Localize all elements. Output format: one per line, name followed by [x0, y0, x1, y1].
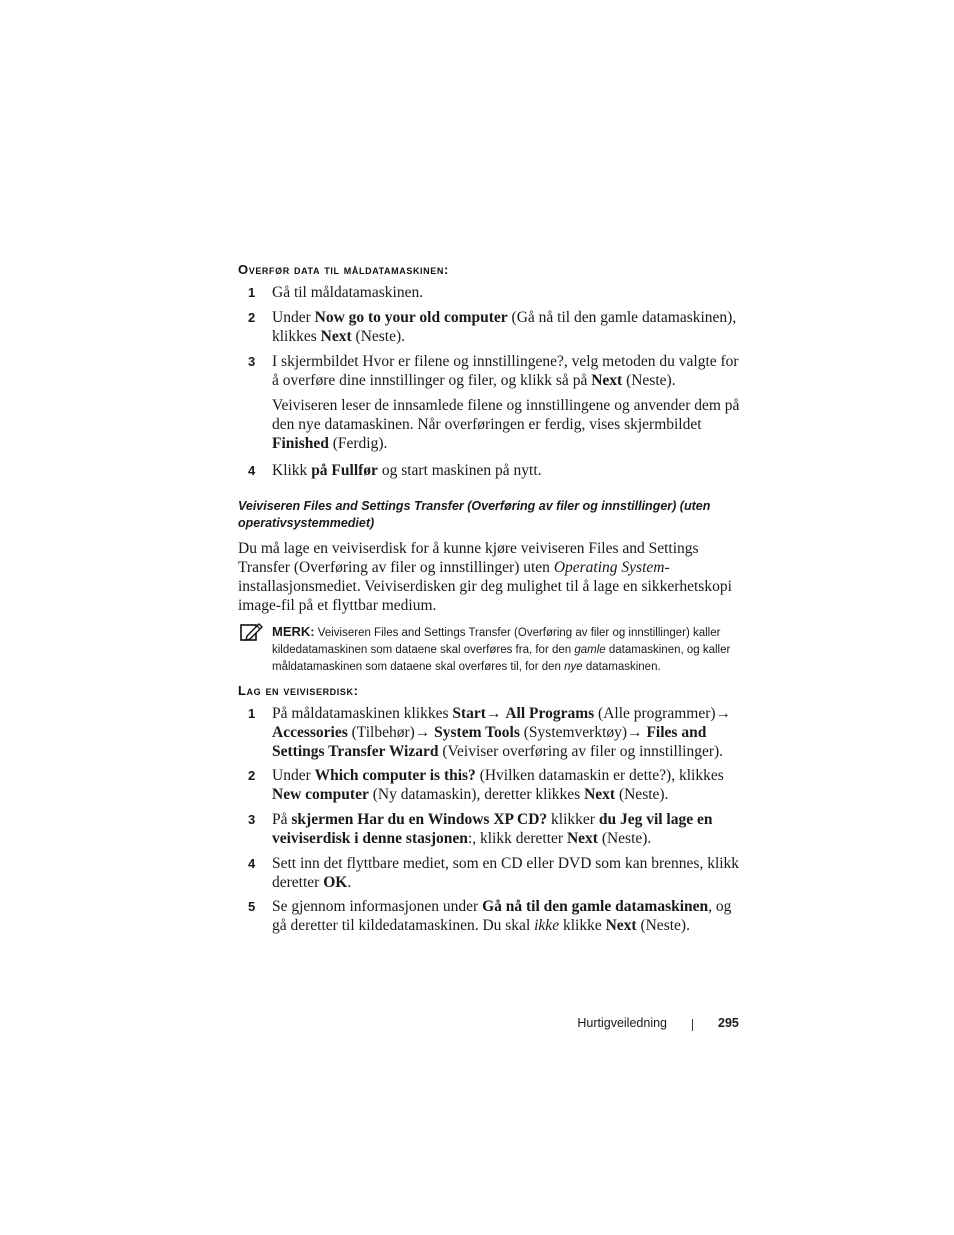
list-item: [248, 461, 748, 480]
section-heading-text: Overfør data til måldatamaskinen:: [238, 262, 449, 277]
paragraph-text: Veiviseren leser de innsamlede filene og innstillingene og anvender dem på den nye datamaskinen. Når overføringen er ferdig, vises skjermbildet: [272, 397, 740, 433]
step-text: [272, 766, 742, 804]
step-text-part: (Neste).: [622, 372, 676, 389]
paragraph-italic: Operating System: [553, 559, 665, 576]
step-text: [272, 283, 742, 302]
step-number: 3: [248, 354, 256, 369]
step-text-part: (Neste).: [636, 917, 690, 934]
step-number: 4: [248, 463, 256, 478]
step-bold-part: Start: [452, 705, 486, 722]
page-number: 295: [718, 1016, 739, 1030]
paragraph-text: (Ferdig).: [328, 435, 388, 452]
step-bold-part: New computer: [272, 786, 369, 803]
step-text: [272, 854, 742, 892]
step-bold-part: OK: [323, 874, 348, 891]
step-bold-part: Which computer is this?: [314, 767, 476, 784]
step-text-part: (Hvilken datamaskin er dette?), klikkes: [475, 767, 724, 784]
step-text-part: På måldatamaskinen klikkes: [272, 705, 453, 722]
step-bold-part: Next: [605, 917, 637, 934]
paragraph-text: Du må lage en veiviserdisk for å kunne kjøre veiviseren Files and Settings Transfer (Overføring av filer og innstillinger) uten: [238, 540, 699, 576]
step-italic-part: ikke: [534, 917, 560, 934]
step-text-part: Sett inn det flyttbare mediet, som en CD eller DVD som kan brennes, klikk deretter: [272, 855, 740, 891]
list-item: [248, 810, 748, 848]
step-text-part: På: [272, 811, 292, 828]
step-number: 4: [248, 856, 256, 871]
section-heading-text: Lag en veiviserdisk:: [238, 683, 359, 698]
list-item: [248, 766, 748, 804]
step-text: [272, 352, 742, 390]
step-bold-part: Next: [320, 328, 352, 345]
pencil-note-icon: [240, 622, 264, 642]
step-bold-part: Now go to your old computer: [314, 309, 508, 326]
step-number: 1: [248, 706, 256, 721]
step-text-part: (Gå nå til den gamle datamaskinen), klikkes: [272, 309, 737, 345]
step-text-part: (Neste).: [597, 830, 652, 847]
step-bold-part: Gå nå til den gamle datamaskinen: [482, 898, 709, 915]
step-number: 1: [248, 285, 256, 300]
note-text: Veiviseren Files and Settings Transfer (Overføring av filer og innstillinger) kaller kildedatamaskinen som dataene skal overføres fra, for den: [272, 627, 721, 656]
step-bold-part: System Tools: [434, 724, 520, 741]
step-text: [272, 461, 742, 480]
step-text-part: (Alle programmer)→: [594, 705, 732, 722]
note-italic: nye: [564, 661, 583, 673]
footer-divider: [692, 1019, 693, 1031]
step-text-part: Klikk: [272, 462, 312, 479]
step-bold-part: Next: [584, 786, 616, 803]
step-bold-part: skjermen Har du en Windows XP CD?: [291, 811, 548, 828]
subsection-heading: Veiviseren Files and Settings Transfer (Overføring av filer og innstillinger) (uten operativsystemmediet): [238, 499, 711, 530]
note-text: datamaskinen, og kaller måldatamaskinen som dataene skal overføres til, for den: [272, 644, 731, 673]
step-text: [272, 704, 742, 761]
list-item: [248, 352, 748, 390]
list-item: [248, 283, 748, 302]
step-text-part: Under: [272, 309, 315, 326]
note-block: [272, 623, 742, 676]
step-text-part: (Systemverktøy)→: [519, 724, 647, 741]
footer-section-label: Hurtigveiledning: [577, 1016, 667, 1030]
note-label: MERK:: [272, 624, 315, 639]
step-text-part: (Neste).: [351, 328, 406, 345]
list-item: [248, 897, 748, 935]
step-text: [272, 308, 742, 346]
step-bold-part: Next: [566, 830, 598, 847]
list-item: [248, 704, 748, 761]
body-paragraph: [238, 539, 738, 615]
step-text: [272, 810, 742, 848]
step-bold-part: du Jeg vil lage en veiviserdisk i denne stasjonen: [272, 811, 713, 847]
step-text-part: klikke: [559, 917, 606, 934]
step-text-part: Gå til måldatamaskinen.: [272, 284, 424, 301]
paragraph-bold: Finished: [272, 435, 329, 452]
step-text-part: (Ny datamaskin), deretter klikkes: [368, 786, 585, 803]
step-text-part: Se gjennom informasjonen under: [272, 898, 483, 915]
step-text-part: .: [347, 874, 352, 891]
step-number: 3: [248, 812, 256, 827]
list-item: [248, 854, 748, 892]
step-bold-part: All Programs: [505, 705, 595, 722]
step-text-part: →: [485, 705, 506, 722]
step-text-part: (Neste).: [615, 786, 669, 803]
step-number: 5: [248, 899, 256, 914]
step-text-part: klikker: [547, 811, 599, 828]
step-bold-part: Accessories: [272, 724, 348, 741]
step-number: 2: [248, 310, 256, 325]
step-bold-part: Next: [591, 372, 623, 389]
section-heading-wizard-disk: [238, 683, 359, 698]
step-text-part: Under: [272, 767, 315, 784]
paragraph-text: -installasjonsmediet. Veiviserdisken gir deg mulighet til å lage en sikkerhetskopi image-fil på et flyttbar medium.: [238, 559, 732, 614]
note-text: datamaskinen.: [582, 661, 661, 673]
note-italic: gamle: [574, 644, 606, 656]
step-text: [272, 897, 742, 935]
step-text-part: (Tilbehør)→: [347, 724, 435, 741]
step-bold-part: på Fullfør: [311, 462, 378, 479]
step-paragraph: [272, 396, 742, 453]
step-text-part: og start maskinen på nytt.: [377, 462, 542, 479]
step-text-part: (Veiviser overføring av filer og innstillinger).: [438, 743, 724, 760]
list-item: [248, 308, 748, 346]
step-bold-part: Files and Settings Transfer Wizard: [272, 724, 707, 760]
step-text-part: :, klikk deretter: [467, 830, 567, 847]
step-text-part: , og gå deretter til kildedatamaskinen. Du skal: [272, 898, 732, 934]
step-number: 2: [248, 768, 256, 783]
section-heading-transfer: [238, 262, 449, 277]
step-text-part: I skjermbildet Hvor er filene og innstillingene?, velg metoden du valgte for å overføre dine innstillinger og filer, og klikk så på: [272, 353, 739, 389]
